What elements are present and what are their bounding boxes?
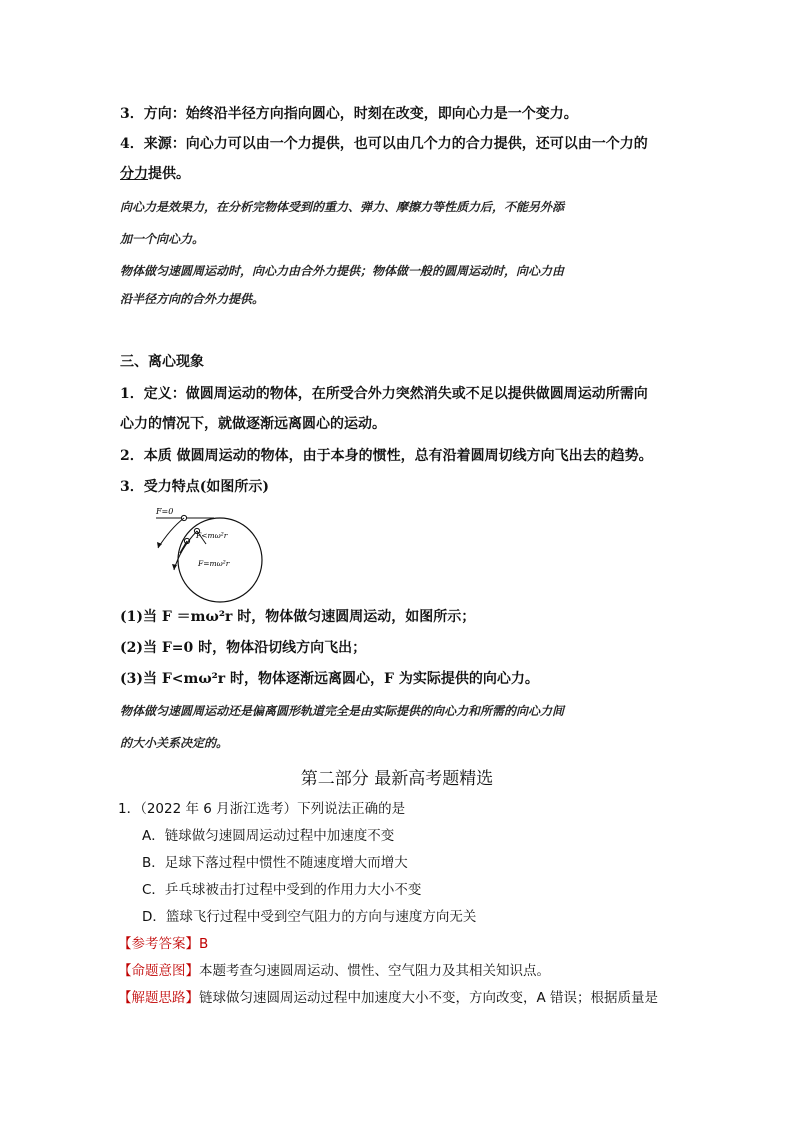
source-item-line2-rest: 提供。 [148,166,190,182]
source-item-line2 [120,164,190,184]
direction-item: 3．方向：始终沿半径方向指向圆心，时刻在改变，即向心力是一个变力。 [120,106,578,122]
force-title: 3．受力特点(如图所示) [120,479,269,495]
option-b: B．足球下落过程中惯性不随速度增大而增大 [142,855,408,871]
option-d: D．篮球飞行过程中受到空气阻力的方向与速度方向无关 [142,909,477,925]
answer-value: B [199,936,209,952]
essence-item: 2．本质 做圆周运动的物体，由于本身的惯性，总有沿着圆周切线方向飞出去的趋势。 [120,448,653,464]
case-2: (2)当 F=0 时，物体沿切线方向飞出； [120,640,367,656]
note-1-line1: 向心力是效果力，在分析完物体受到的重力、弹力、摩擦力等性质力后，不能另外添 [120,200,565,214]
note-3-line1: 物体做匀速圆周运动还是偏离圆形轨道完全是由实际提供的向心力和所需的向心力间 [120,704,565,718]
analysis-label: 【解题思路】 [118,990,199,1006]
option-a: A．链球做匀速圆周运动过程中加速度不变 [142,828,395,844]
answer-line [118,934,208,954]
intent-label: 【命题意图】 [118,963,199,979]
label-f-less: F<mω²r [196,531,228,540]
analysis-line [118,988,658,1008]
intent-text: 本题考查匀速圆周运动、惯性、空气阻力及其相关知识点。 [199,963,550,979]
spiral-path-outer [158,518,184,548]
section-heading: 三、离心现象 [120,354,204,370]
source-item-line1: 4．来源：向心力可以由一个力提供，也可以由几个力的合力提供，还可以由一个力的 [120,136,648,152]
question-stem: 1．（2022 年 6 月浙江选考）下列说法正确的是 [118,801,406,817]
case-1: (1)当 F ＝mω²r 时，物体做匀速圆周运动，如图所示； [120,609,476,625]
intent-line [118,961,550,981]
label-f-equal: F=mω²r [198,559,230,568]
analysis-text: 链球做匀速圆周运动过程中加速度大小不变，方向改变，A 错误；根据质量是 [199,990,659,1006]
note-2-line1: 物体做匀速圆周运动时，向心力由合外力提供；物体做一般的圆周运动时，向心力由 [120,264,565,278]
note-1-line2: 加一个向心力。 [120,232,205,246]
definition-line1: 1．定义：做圆周运动的物体，在所受合外力突然消失或不足以提供做圆周运动所需向 [120,386,648,402]
option-c: C．乒乓球被击打过程中受到的作用力大小不变 [142,882,422,898]
part-title: 第二部分 最新高考题精选 [300,769,494,789]
label-f-zero: F=0 [156,507,174,516]
centrifugal-diagram [150,504,270,604]
answer-label: 【参考答案】 [118,936,199,952]
arrowhead-1 [172,564,177,570]
note-3-line2: 的大小关系决定的。 [120,736,229,750]
note-2-line2: 沿半径方向的合外力提供。 [120,292,265,306]
case-3: (3)当 F<mω²r 时，物体逐渐远离圆心，F 为实际提供的向心力。 [120,671,539,687]
definition-line2: 心力的情况下，就做逐渐远离圆心的运动。 [120,416,386,432]
underlined-term: 分力 [120,166,148,182]
